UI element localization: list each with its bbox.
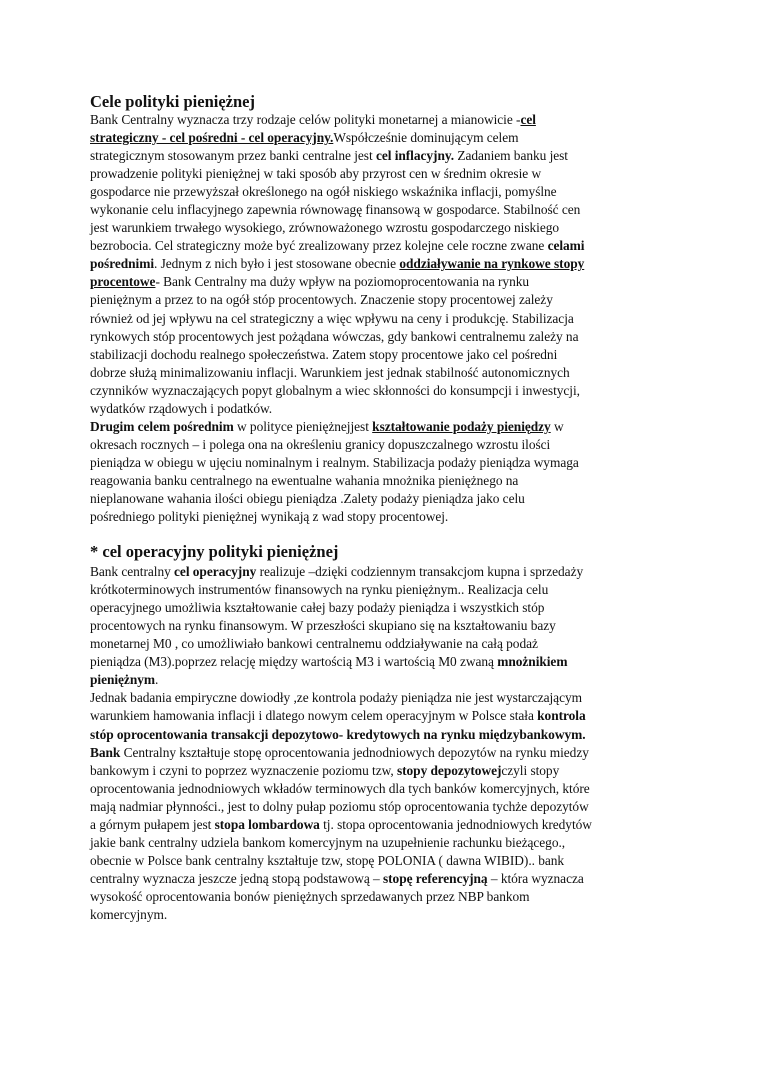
text-line [90, 617, 675, 635]
text-line [90, 635, 675, 653]
text-line [90, 671, 675, 689]
text-line [90, 689, 675, 707]
text-run: tj. stopa oprocentowania jednodniowych kredytów [319, 816, 592, 832]
text-line [90, 147, 675, 165]
section-heading-operational-goal: * cel operacyjny polityki pieniężnej [90, 542, 339, 562]
text-run: bezrobocia. Cel strategiczny może być zrealizowany przez kolejne cele roczne zwane [90, 238, 548, 254]
bold-text-run: oddziaływanie na rynkowe stopy [399, 256, 585, 272]
bold-text-run: stóp oprocentowania transakcji depozytowo- kredytowych na rynku międzybankowym. [90, 726, 586, 742]
text-run: stabilizacji dochodu realnego społeczeństwa. Zatem stopy procentowe jako cel pośredni [90, 346, 558, 362]
text-run: - Bank Centralny ma duży wpływ na poziomoprocentowania na rynku [155, 274, 530, 290]
text-run: jest warunkiem trwałego wysokiego, zrównoważonego wzrostu gospodarczego niskiego [90, 220, 560, 236]
text-run: dobrze służą minimalizowaniu inflacji. Warunkiem jest jednak stabilność autonomicznych [90, 364, 570, 380]
text-run: centralny wyznacza jeszcze jedną stopą podstawową – [90, 870, 383, 886]
text-line [90, 581, 675, 599]
text-line [90, 418, 675, 436]
bold-text-run: kontrola [537, 708, 586, 724]
bold-text-run: cel [520, 112, 536, 127]
text-run: krótkoterminowych instrumentów finansowych na rynku pieniężnym.. Realizacja celu [90, 582, 549, 598]
text-run: monetarnej M0 , co umożliwiało bankowi centralnemu oddziaływanie na całą podaż [90, 636, 538, 652]
text-line [90, 111, 675, 129]
text-run: warunkiem hamowania inflacji i dlatego nowym celem operacyjnym w Polsce stała [90, 708, 538, 724]
text-line [90, 780, 675, 798]
text-run: reagowania banku centralnego na ewentualne wahania mnożnika pieniężnego na [90, 472, 519, 488]
bold-text-run: stopa lombardowa [214, 816, 320, 832]
text-line [90, 346, 675, 364]
text-run: procentowych na rynku finansowym. W przeszłości skupiano się na kształtowaniu bazy [90, 618, 556, 634]
text-run: pośredniego polityki pieniężnej wynikają z wad stopy procentowej. [90, 509, 449, 525]
text-run: gospodarce nie przewyższał określonego na ogół niskiego wskaźnika inflacji, pomyślne [90, 184, 557, 200]
section-body-operational-goal [90, 563, 675, 924]
text-run: Współcześnie dominującym celem [333, 130, 519, 146]
text-run: pieniądza (M3).poprzez relację między wartością M3 i wartością M0 zwaną [90, 654, 498, 670]
text-run: Bank Centralny wyznacza trzy rodzaje celów polityki monetarnej a mianowicie - [90, 112, 521, 127]
text-line [90, 255, 675, 273]
text-run: . [154, 672, 159, 688]
text-line [90, 237, 675, 255]
text-line [90, 906, 675, 924]
bold-text-run: mnożnikiem [497, 654, 568, 670]
text-line [90, 599, 675, 617]
bold-text-run: kształtowanie podaży pieniędzy [372, 418, 551, 434]
text-run: w [550, 418, 564, 434]
text-run: Centralny kształtuje stopę oprocentowania jednodniowych depozytów na rynku miedzy [120, 744, 589, 760]
bold-text-run: celami [547, 238, 585, 254]
text-line [90, 328, 675, 346]
text-run: również od jej wpływu na cel strategiczny a więc wpływu na ceny i produkcję. Stabilizacja [90, 310, 574, 326]
text-run: . Jednym z nich było i jest stosowane obecnie [154, 256, 400, 272]
text-run: w polityce pieniężnejjest [233, 418, 373, 434]
text-run: wykonanie celu inflacyjnego zapewnia równowagę finansową w gospodarce. Stabilność cen [90, 202, 581, 218]
text-run: operacyjnego umożliwia kształtowanie całej bazy podaży pieniądza i wszystkich stóp [90, 600, 545, 616]
bold-text-run: cel inflacyjny. [375, 148, 455, 164]
text-run: Zadaniem banku jest [454, 148, 568, 164]
text-run: Jednak badania empiryczne dowiodły ,ze kontrola podaży pieniądza nie jest wystarczającym [90, 690, 582, 706]
text-line [90, 563, 675, 581]
text-run: pieniężnym a przez to na ogół stóp procentowych. Znaczenie stopy procentowej zależy [90, 292, 553, 308]
text-line [90, 183, 675, 201]
text-run: czyli stopy [501, 762, 560, 778]
text-line [90, 400, 675, 418]
text-run: – która wyznacza [487, 870, 584, 886]
text-run: nieplanowane wahania ilości obiegu pieniądza .Zalety podaży pieniądza jako celu [90, 490, 525, 506]
bold-text-run: procentowe [90, 274, 156, 290]
bold-text-run: Bank [90, 744, 121, 760]
text-run: okresach rocznych – i polega ona na określeniu granicy dopuszczalnego wzrostu ilości [90, 436, 551, 452]
text-run: Bank centralny [90, 564, 175, 580]
bold-text-run: pieniężnym [90, 672, 155, 688]
text-line [90, 798, 675, 816]
text-line [90, 816, 675, 834]
text-line [90, 364, 675, 382]
text-line [90, 219, 675, 237]
text-line [90, 744, 675, 762]
text-line [90, 834, 675, 852]
bold-text-run: strategiczny - cel pośredni - cel operacyjny. [90, 130, 334, 146]
section-body-goals [90, 111, 675, 526]
text-run: rynkowych stóp procentowych jest pożądana wówczas, gdy bankowi centralnemu zależy na [90, 328, 579, 344]
text-run: realizuje –dzięki codziennym transakcjom kupna i sprzedaży [256, 564, 584, 580]
text-line [90, 436, 675, 454]
text-run: prowadzenie polityki pieniężnej w taki sposób aby przyrost cen w średnim okresie w [90, 166, 542, 182]
bold-text-run: cel operacyjny [174, 564, 257, 580]
text-line [90, 762, 675, 780]
text-run: strategicznym stosowanym przez banki centralne jest [90, 148, 376, 164]
text-run: jakie bank centralny udziela bankom komercyjnym na uzupełnienie rachunku bieżącego., [90, 834, 566, 850]
text-line [90, 165, 675, 183]
text-line [90, 726, 675, 744]
text-run: wydatków rządowych i podatków. [90, 400, 273, 416]
text-line [90, 454, 675, 472]
text-run: a górnym pułapem jest [90, 816, 215, 832]
text-line [90, 888, 675, 906]
bold-text-run: stopy depozytowej [396, 762, 502, 778]
text-line [90, 508, 675, 526]
text-run: bankowym i czyni to poprzez wyznaczenie poziomu tzw, [90, 762, 397, 778]
text-run: wysokość oprocentowania bonów pieniężnych sprzedawanych przez NBP bankom [90, 888, 530, 904]
text-line [90, 870, 675, 888]
text-run: komercyjnym. [90, 906, 168, 922]
text-line [90, 852, 675, 870]
text-run: oprocentowania jednodniowych wkładów terminowych dla tych banków komercyjnych, które [90, 780, 590, 796]
bold-text-run: Drugim celem pośrednim [90, 418, 234, 434]
text-line [90, 653, 675, 671]
text-run: czynników wyznaczających popyt globalnym a wiec skłonności do konsumpcji i inwestycji, [90, 382, 580, 398]
text-line [90, 310, 675, 328]
text-run: mają nadmiar płynności., jest to dolny pułap poziomu stóp oprocentowania tychże depozytów [90, 798, 589, 814]
text-line [90, 201, 675, 219]
document-page [90, 92, 675, 924]
text-line [90, 291, 675, 309]
text-line [90, 472, 675, 490]
text-run: pieniądza w obiegu w ujęciu nominalnym i realnym. Stabilizacja podaży pieniądza wymaga [90, 454, 579, 470]
text-line [90, 707, 675, 725]
text-line [90, 382, 675, 400]
text-line [90, 273, 675, 291]
bold-text-run: stopę referencyjną [382, 870, 488, 886]
text-line [90, 129, 675, 147]
bold-text-run: pośrednimi [90, 256, 154, 272]
text-line [90, 490, 675, 508]
section-heading-goals: Cele polityki pieniężnej [90, 92, 255, 111]
text-run: obecnie w Polsce bank centralny kształtuje tzw, stopę POLONIA ( dawna WIBID).. bank [90, 852, 565, 868]
